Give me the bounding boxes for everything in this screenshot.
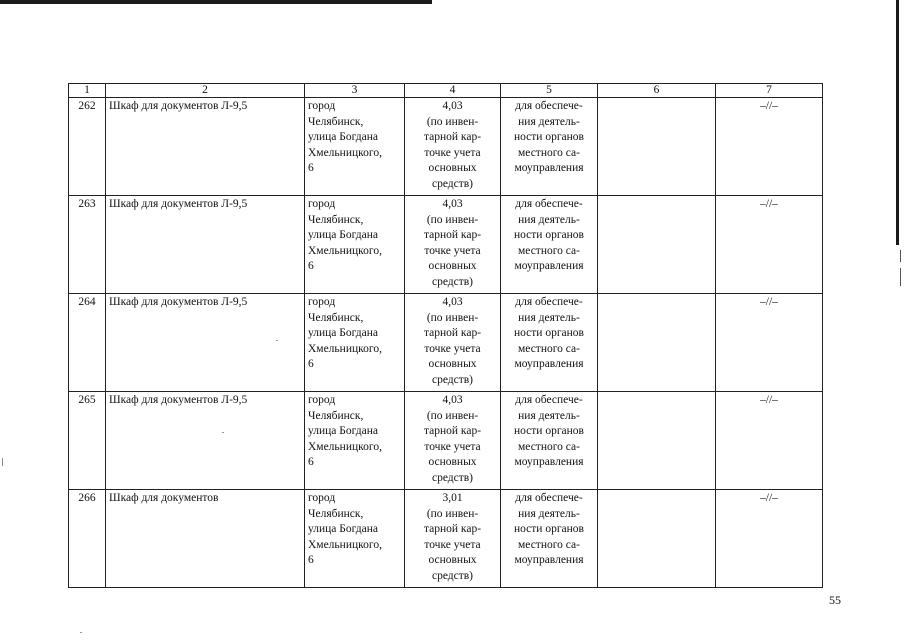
item-name: Шкаф для документов Л-9,5 bbox=[106, 196, 305, 294]
item-address bbox=[305, 392, 405, 490]
row-number: 262 bbox=[69, 98, 106, 196]
item-value bbox=[405, 294, 501, 392]
address-text: город Челябинск, улица Богдана Хмельницкого, 6 bbox=[308, 492, 382, 567]
column-header-2: 2 bbox=[106, 84, 305, 98]
table-row bbox=[69, 196, 823, 294]
row-number: 265 bbox=[69, 392, 106, 490]
item-address bbox=[305, 98, 405, 196]
row-number: 264 bbox=[69, 294, 106, 392]
item-purpose bbox=[501, 196, 598, 294]
item-value bbox=[405, 392, 501, 490]
item-name: Шкаф для документов bbox=[106, 490, 305, 588]
value-text: 4,03 (по инвен- тарной кар- точке учета основных средств) bbox=[423, 100, 482, 190]
item-note: –//– bbox=[716, 490, 823, 588]
row-number: 263 bbox=[69, 196, 106, 294]
row-number: 266 bbox=[69, 490, 106, 588]
purpose-text: для обеспече- ния деятель- ности органов местного са- моуправления bbox=[513, 198, 584, 273]
scan-border-right bbox=[896, 0, 899, 245]
item-col6 bbox=[598, 196, 716, 294]
table-row bbox=[69, 392, 823, 490]
scan-mark bbox=[900, 268, 901, 286]
item-value bbox=[405, 196, 501, 294]
item-col6 bbox=[598, 294, 716, 392]
address-text: город Челябинск, улица Богдана Хмельницкого, 6 bbox=[308, 198, 382, 273]
scan-mark bbox=[900, 250, 901, 262]
column-header-3: 3 bbox=[305, 84, 405, 98]
column-header-4: 4 bbox=[405, 84, 501, 98]
page-number: 55 bbox=[829, 593, 841, 607]
table-row bbox=[69, 98, 823, 196]
table-row bbox=[69, 490, 823, 588]
item-col6 bbox=[598, 98, 716, 196]
value-text: 4,03 (по инвен- тарной кар- точке учета основных средств) bbox=[423, 198, 482, 288]
item-purpose bbox=[501, 392, 598, 490]
item-address bbox=[305, 490, 405, 588]
item-address bbox=[305, 196, 405, 294]
table-row bbox=[69, 294, 823, 392]
scan-border-top bbox=[0, 0, 432, 4]
item-purpose bbox=[501, 490, 598, 588]
value-text: 4,03 (по инвен- тарной кар- точке учета основных средств) bbox=[423, 296, 482, 386]
item-col6 bbox=[598, 392, 716, 490]
purpose-text: для обеспече- ния деятель- ности органов местного са- моуправления bbox=[513, 100, 584, 175]
item-value bbox=[405, 98, 501, 196]
item-note: –//– bbox=[716, 392, 823, 490]
column-header-6: 6 bbox=[598, 84, 716, 98]
address-text: город Челябинск, улица Богдана Хмельницкого, 6 bbox=[308, 296, 382, 371]
item-note: –//– bbox=[716, 98, 823, 196]
scan-speck bbox=[80, 632, 82, 633]
purpose-text: для обеспече- ния деятель- ности органов местного са- моуправления bbox=[513, 296, 584, 371]
item-col6 bbox=[598, 490, 716, 588]
column-header-1: 1 bbox=[69, 84, 106, 98]
item-value bbox=[405, 490, 501, 588]
address-text: город Челябинск, улица Богдана Хмельницкого, 6 bbox=[308, 394, 382, 469]
value-text: 3,01 (по инвен- тарной кар- точке учета основных средств) bbox=[423, 492, 482, 582]
purpose-text: для обеспече- ния деятель- ности органов местного са- моуправления bbox=[513, 394, 584, 469]
item-note: –//– bbox=[716, 196, 823, 294]
item-purpose bbox=[501, 294, 598, 392]
scan-mark bbox=[2, 458, 3, 466]
purpose-text: для обеспече- ния деятель- ности органов местного са- моуправления bbox=[513, 492, 584, 567]
item-name: Шкаф для документов Л-9,5 bbox=[106, 294, 305, 392]
item-note: –//– bbox=[716, 294, 823, 392]
item-purpose bbox=[501, 98, 598, 196]
item-name: Шкаф для документов Л-9,5 bbox=[106, 98, 305, 196]
address-text: город Челябинск, улица Богдана Хмельницкого, 6 bbox=[308, 100, 382, 175]
item-name: Шкаф для документов Л-9,5 bbox=[106, 392, 305, 490]
item-address bbox=[305, 294, 405, 392]
column-header-5: 5 bbox=[501, 84, 598, 98]
header-row bbox=[69, 84, 823, 98]
property-table bbox=[68, 83, 823, 588]
column-header-7: 7 bbox=[716, 84, 823, 98]
value-text: 4,03 (по инвен- тарной кар- точке учета основных средств) bbox=[423, 394, 482, 484]
